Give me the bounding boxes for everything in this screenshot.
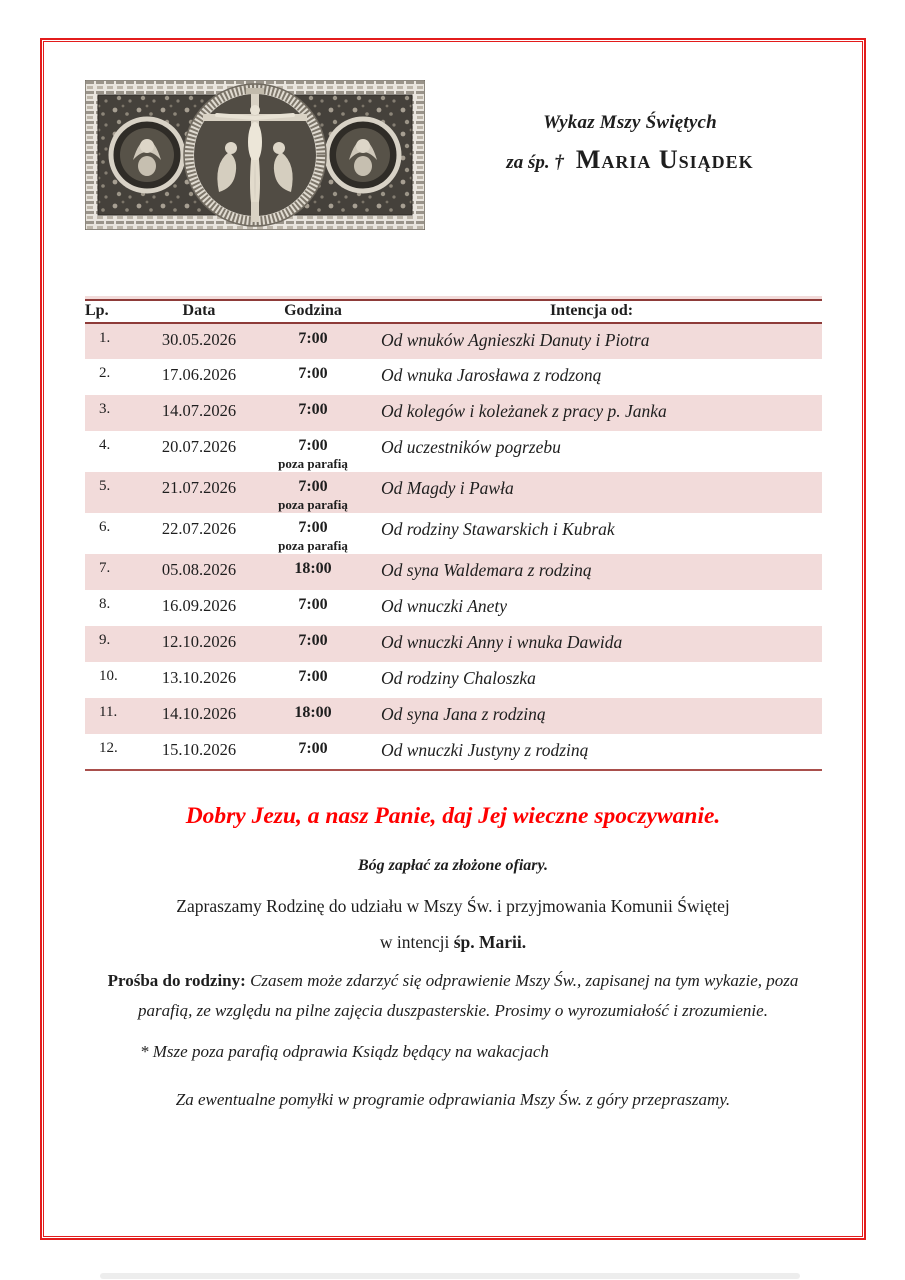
invitation-line2-prefix: w intencji (379, 932, 454, 952)
za-sp-prefix: za śp. † (506, 152, 564, 173)
scan-artifact-bar (100, 1273, 800, 1279)
deceased-name: Maria Usiądek (575, 145, 754, 174)
row-time (265, 395, 361, 431)
row-time-value: 7:00 (298, 668, 328, 685)
row-time (265, 323, 361, 359)
row-time-value: 7:00 (298, 365, 328, 382)
row-number: 7. (99, 560, 111, 576)
row-time (265, 431, 361, 472)
row-date: 13.10.2026 (161, 668, 237, 687)
row-time-value: 7:00 (298, 437, 328, 454)
row-number: 4. (99, 437, 111, 453)
row-intention: Od kolegów i koleżanek z pracy p. Janka (381, 401, 667, 421)
row-time-value: 7:00 (298, 401, 328, 418)
row-time (265, 734, 361, 770)
request-label: Prośba do rodziny: (107, 971, 246, 990)
table-row (85, 472, 822, 513)
row-intention: Od wnuczki Anety (381, 596, 508, 616)
row-time (265, 359, 361, 395)
row-time-value: 18:00 (294, 560, 332, 577)
row-time-value: 18:00 (294, 704, 332, 721)
row-time (265, 662, 361, 698)
row-date: 20.07.2026 (161, 437, 237, 456)
row-time (265, 554, 361, 590)
row-date: 12.10.2026 (161, 632, 237, 651)
thanks-line: Bóg zapłać za złożone ofiary. (357, 857, 549, 874)
asterisk-note: * Msze poza parafią odprawia Ksiądz będący na wakacjach (140, 1042, 549, 1061)
table-header-row (85, 300, 822, 323)
row-date: 16.09.2026 (161, 596, 237, 615)
invitation-line2 (60, 932, 846, 953)
table-row (85, 698, 822, 734)
column-header-lp: Lp. (85, 302, 109, 319)
crucifixion-engraving (85, 80, 425, 230)
row-time-value: 7:00 (298, 596, 328, 613)
row-time (265, 590, 361, 626)
mass-table (85, 299, 822, 771)
row-intention: Od Magdy i Pawła (381, 478, 514, 498)
row-time (265, 513, 361, 554)
invitation-line2-bold: śp. Marii. (453, 932, 527, 952)
row-time-value: 7:00 (298, 519, 328, 536)
table-row (85, 626, 822, 662)
table-row (85, 554, 822, 590)
prayer-line: Dobry Jezu, a nasz Panie, daj Jej wieczne spoczywanie. (185, 803, 721, 829)
row-number: 1. (99, 330, 111, 346)
row-intention: Od uczestników pogrzebu (381, 437, 561, 457)
table-row (85, 431, 822, 472)
row-date: 14.10.2026 (161, 704, 237, 723)
apology-line: Za ewentualne pomyłki w programie odprawiania Mszy Św. z góry przepraszamy. (175, 1090, 731, 1109)
row-time-value: 7:00 (298, 740, 328, 757)
row-intention: Od rodziny Stawarskich i Kubrak (381, 519, 615, 539)
row-number: 12. (99, 740, 118, 756)
document-header (440, 112, 820, 175)
row-intention: Od wnuczki Anny i wnuka Dawida (381, 632, 623, 652)
column-header-intencja: Intencja od: (549, 302, 634, 319)
row-number: 11. (99, 704, 118, 720)
table-row (85, 513, 822, 554)
column-header-data: Data (182, 302, 216, 319)
row-time-value: 7:00 (298, 330, 328, 347)
row-intention: Od syna Waldemara z rodziną (381, 560, 592, 580)
row-intention: Od rodziny Chaloszka (381, 668, 536, 688)
row-intention: Od wnuka Jarosława z rodzoną (381, 365, 602, 385)
table-row (85, 323, 822, 359)
request-paragraph (83, 966, 823, 1026)
document-title: Wykaz Mszy Świętych (543, 112, 717, 133)
row-number: 6. (99, 519, 111, 535)
row-time-value: 7:00 (298, 478, 328, 495)
row-time (265, 472, 361, 513)
row-date: 17.06.2026 (161, 365, 237, 384)
row-number: 9. (99, 632, 111, 648)
row-time-note: poza parafią (278, 456, 348, 471)
row-time-note: poza parafią (278, 497, 348, 512)
request-text: Czasem może zdarzyć się odprawienie Mszy Św., zapisanej na tym wykazie, poza parafią, ze względu na pilne zajęcia duszpasterskie. Prosimy o wyrozumiałość i zrozumienie. (138, 971, 799, 1020)
row-time-value: 7:00 (298, 632, 328, 649)
table-row (85, 395, 822, 431)
deceased-name-line (440, 145, 820, 175)
column-header-godzina: Godzina (284, 302, 342, 319)
row-number: 10. (99, 668, 118, 684)
row-intention: Od syna Jana z rodziną (381, 704, 546, 724)
row-date: 30.05.2026 (161, 330, 237, 349)
row-date: 14.07.2026 (161, 401, 237, 420)
row-date: 22.07.2026 (161, 519, 237, 538)
mass-schedule-table (85, 296, 822, 771)
row-number: 8. (99, 596, 111, 612)
row-time (265, 698, 361, 734)
row-number: 2. (99, 365, 111, 381)
row-intention: Od wnuków Agnieszki Danuty i Piotra (381, 330, 650, 350)
row-intention: Od wnuczki Justyny z rodziną (381, 740, 589, 760)
row-number: 3. (99, 401, 111, 417)
mass-table-body (85, 323, 822, 770)
row-date: 21.07.2026 (161, 478, 237, 497)
row-time (265, 626, 361, 662)
table-row (85, 734, 822, 770)
row-date: 05.08.2026 (161, 560, 237, 579)
row-time-note: poza parafią (278, 538, 348, 553)
row-date: 15.10.2026 (161, 740, 237, 759)
table-row (85, 662, 822, 698)
crucifixion-engraving-svg (85, 80, 425, 230)
table-row (85, 359, 822, 395)
row-number: 5. (99, 478, 111, 494)
invitation-line1: Zapraszamy Rodzinę do udziału w Mszy Św. i przyjmowania Komunii Świętej (176, 896, 730, 916)
table-row (85, 590, 822, 626)
